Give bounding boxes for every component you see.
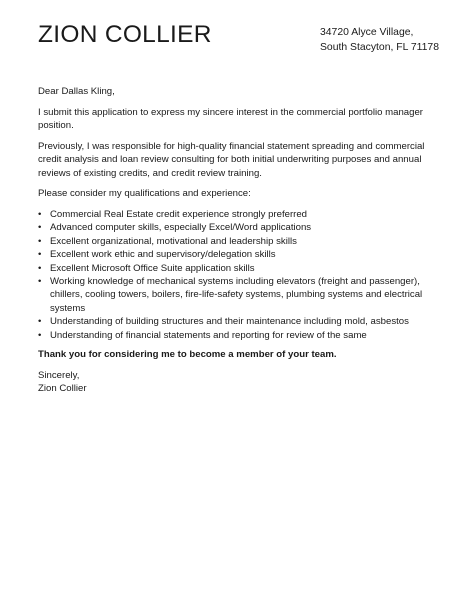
qualifications-list [38,208,440,342]
intro-paragraph: I submit this application to express my sincere interest in the commercial portfolio manager position. [38,106,423,132]
bullet-icon: • [38,235,42,247]
list-item-text: Commercial Real Estate credit experience strongly preferred [50,209,308,221]
list-item [38,248,440,261]
letter-body [38,85,440,396]
address-line-2: South Stacyton, FL 71178 [320,42,439,53]
list-item [38,329,440,342]
list-item-text: Working knowledge of mechanical systems including elevators (freight and passenger), chillers, cooling towers, boilers, fire-life-safety systems, plumbing systems and electrical systems [50,276,423,314]
experience-paragraph: Previously, I was responsible for high-quality financial statement spreading and commercial credit analysis and loan review consulting for both initial underwriting purposes and annual reviews of existing credits, and credit review training. [38,140,425,179]
list-item-text: Advanced computer skills, especially Excel/Word applications [50,222,312,234]
bullet-icon: • [38,276,42,288]
applicant-address [320,25,439,55]
qualifications-intro: Please consider my qualifications and experience: [38,188,251,200]
bullet-icon: • [38,222,42,234]
list-item-text: Understanding of building structures and their maintenance including mold, asbestos [50,316,409,328]
list-item-text: Excellent organizational, motivational and leadership skills [50,235,297,247]
list-item-text: Excellent work ethic and supervisory/delegation skills [50,249,276,261]
list-item-text: Excellent Microsoft Office Suite application skills [50,262,255,274]
address-line-1: 34720 Alyce Village, [320,27,414,38]
bullet-icon: • [38,329,42,341]
bullet-icon: • [38,249,42,261]
bullet-icon: • [38,316,42,328]
bullet-icon: • [38,262,42,274]
list-item [38,221,440,234]
signoff: Sincerely, [38,369,80,381]
applicant-name: ZION COLLIER [38,21,212,48]
list-item [38,275,440,315]
signature-name: Zion Collier [38,383,87,395]
closing-statement: Thank you for considering me to become a member of your team. [38,349,337,361]
list-item-text: Understanding of financial statements and reporting for review of the same [50,329,367,341]
salutation: Dear Dallas Kling, [38,86,115,97]
list-item [38,208,440,221]
bullet-icon: • [38,209,42,221]
list-item [38,262,440,275]
list-item [38,315,440,328]
list-item [38,235,440,248]
